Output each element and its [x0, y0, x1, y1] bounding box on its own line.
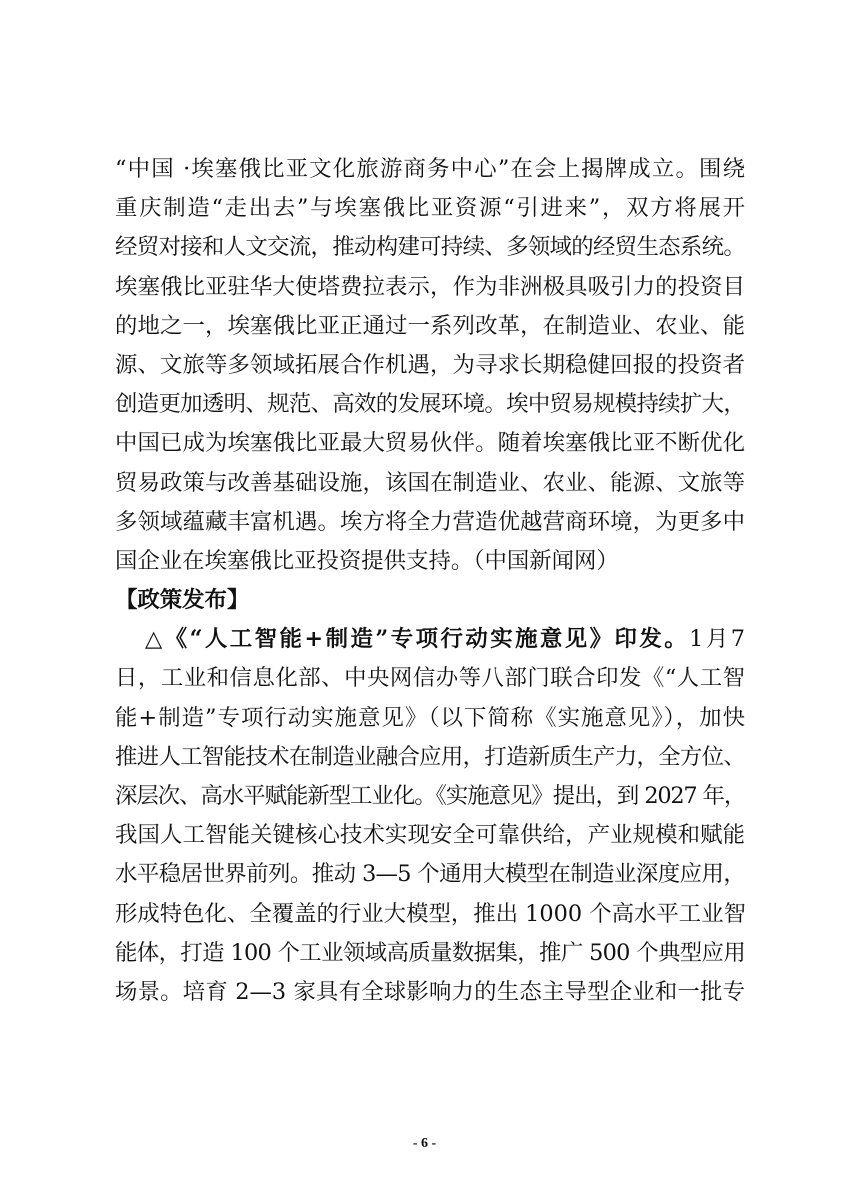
paragraph-line: 水平稳居世界前列。推动 3—5 个通用大模型在制造业深度应用，	[115, 861, 745, 888]
policy-date-start: 1月7	[689, 626, 745, 653]
section-heading: 【政策发布】	[115, 587, 250, 614]
paragraph-line: 能体，打造 100 个工业领域高质量数据集，推广 500 个典型应用	[115, 939, 745, 966]
paragraph-line: 经贸对接和人文交流，推动构建可持续、多领域的经贸生态系统。	[115, 234, 745, 261]
paragraph-line: 的地之一，埃塞俄比亚正通过一系列改革，在制造业、农业、能	[115, 312, 745, 339]
paragraph-line: 国企业在埃塞俄比亚投资提供支持。（中国新闻网）	[115, 547, 619, 574]
paragraph-line: 深层次、高水平赋能新型工业化。《实施意见》提出，到 2027 年，	[115, 783, 745, 809]
policy-title: △《“人工智能+制造”专项行动实施意见》印发。	[145, 626, 690, 653]
policy-paragraph	[115, 620, 745, 1012]
paragraph-line: 形成特色化、全覆盖的行业大模型，推出 1000 个高水平工业智	[115, 900, 746, 927]
page-number: - 6 -	[412, 1136, 437, 1151]
paragraph-line: 我国人工智能关键核心技术实现安全可靠供给，产业规模和赋能	[115, 822, 745, 849]
paragraph-line: “中国 ·埃塞俄比亚文化旅游商务中心”在会上揭牌成立。围绕	[115, 156, 745, 182]
paragraph-line: 中国已成为埃塞俄比亚最大贸易伙伴。随着埃塞俄比亚不断优化	[115, 430, 745, 457]
paragraph-line: 创造更加透明、规范、高效的发展环境。埃中贸易规模持续扩大，	[115, 391, 745, 418]
paragraph-line: 多领域蕴藏丰富机遇。埃方将全力营造优越营商环境，为更多中	[115, 508, 745, 535]
paragraph-line: 贸易政策与改善基础设施，该国在制造业、农业、能源、文旅等	[115, 469, 745, 496]
paragraph-line: 能+制造”专项行动实施意见》（以下简称《实施意见》），加快	[115, 704, 745, 731]
paragraph-line: 源、文旅等多领域拓展合作机遇，为寻求长期稳健回报的投资者	[115, 351, 745, 378]
news-paragraph	[115, 150, 745, 581]
paragraph-first-line	[115, 620, 745, 659]
paragraph-line: 重庆制造“走出去”与埃塞俄比亚资源“引进来”，双方将展开	[115, 195, 745, 222]
paragraph-line: 推进人工智能技术在制造业融合应用，打造新质生产力，全方位、	[115, 743, 745, 770]
article-body	[115, 150, 745, 1012]
paragraph-line: 埃塞俄比亚驻华大使塔费拉表示，作为非洲极具吸引力的投资目	[115, 273, 745, 300]
paragraph-line: 场景。培育 2—3 家具有全球影响力的生态主导型企业和一批专	[115, 978, 745, 1005]
paragraph-line: 日，工业和信息化部、中央网信办等八部门联合印发《“人工智	[115, 665, 745, 692]
